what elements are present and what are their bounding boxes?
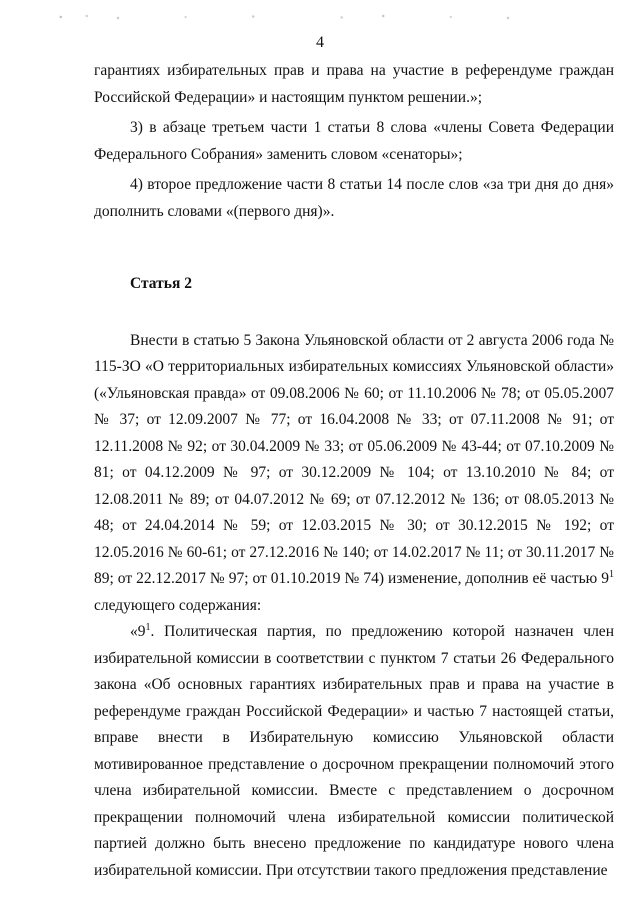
page-number: 4: [316, 34, 324, 51]
paragraph-article-2-intro: [94, 328, 614, 620]
paragraph-item-4: 4) второе предложение части 8 статьи 14 после слов «за три дня до дня» дополнить словами «(первого дня)».: [94, 176, 614, 220]
paragraph-item-3: 3) в абзаце третьем части 1 статьи 8 слова «члены Совета Федерации Федерального Собрания» заменить словом «сенаторы»;: [94, 119, 614, 163]
paragraph-article-2-main: Внести в статью 5 Закона Ульяновской области от 2 августа 2006 года № 115-ЗО «О территориальных избирательных комиссиях Ульяновской области» («Ульяновская правда» от 09.08.2006 № 60; от 11.10.2006 № 78; от 05.05.2007 № 37; от 12.09.2007 № 77; от 16.04.2008 № 33; от 07.11.2008 № 91; от 12.11.2008 № 92; от 30.04.2009 № 33; от 05.06.2009 № 43-44; от 07.10.2009 № 81; от 04.12.2009 № 97; от 30.12.2009 № 104; от 13.10.2010 № 84; от 12.08.2011 № 89; от 04.07.2012 № 69; от 07.12.2012 № 136; от 08.05.2013 № 48; от 24.04.2014 № 59; от 12.03.2015 № 30; от 30.12.2015 № 192; от 12.05.2016 № 60-61; от 27.12.2016 № 140; от 14.02.2017 № 11; от 30.11.2017 № 89; от 22.12.2017 № 97; от 01.10.2019 № 74) изменение, дополнив её частью 9: [94, 331, 614, 587]
article-heading: Статья 2: [130, 275, 192, 292]
paragraph-continuation: гарантиях избирательных прав и права на участие в референдуме граждан Российской Федерации» и настоящим пунктом решении.»;: [94, 62, 614, 106]
paragraph-part-9-1: [94, 619, 614, 884]
superscript-1: 1: [145, 621, 151, 633]
superscript-1: 1: [609, 568, 614, 580]
part-9-1-lead: «9: [130, 623, 146, 640]
part-9-1-text: . Политическая партия, по предложению которой назначен член избирательной комиссии в соответствии с пунктом 7 статьи 26 Федерального закона «Об основных гарантиях избирательных прав и права на участие в референдуме граждан Российской Федерации» и частью 7 настоящей статьи, вправе внести в Избирательную комиссию Ульяновской области мотивированное представление о досрочном прекращении полномочий этого члена избирательной комиссии. Вместе с представлением о досрочном прекращении полномочий члена избирательной комиссии политической партией должно быть внесено предложение по кандидатуре нового члена избирательной комиссии. При отсутствии такого предложения представление: [94, 623, 614, 879]
document-body: [94, 58, 614, 884]
paragraph-article-2-tail: следующего содержания:: [94, 596, 262, 614]
scan-noise: [40, 12, 560, 22]
